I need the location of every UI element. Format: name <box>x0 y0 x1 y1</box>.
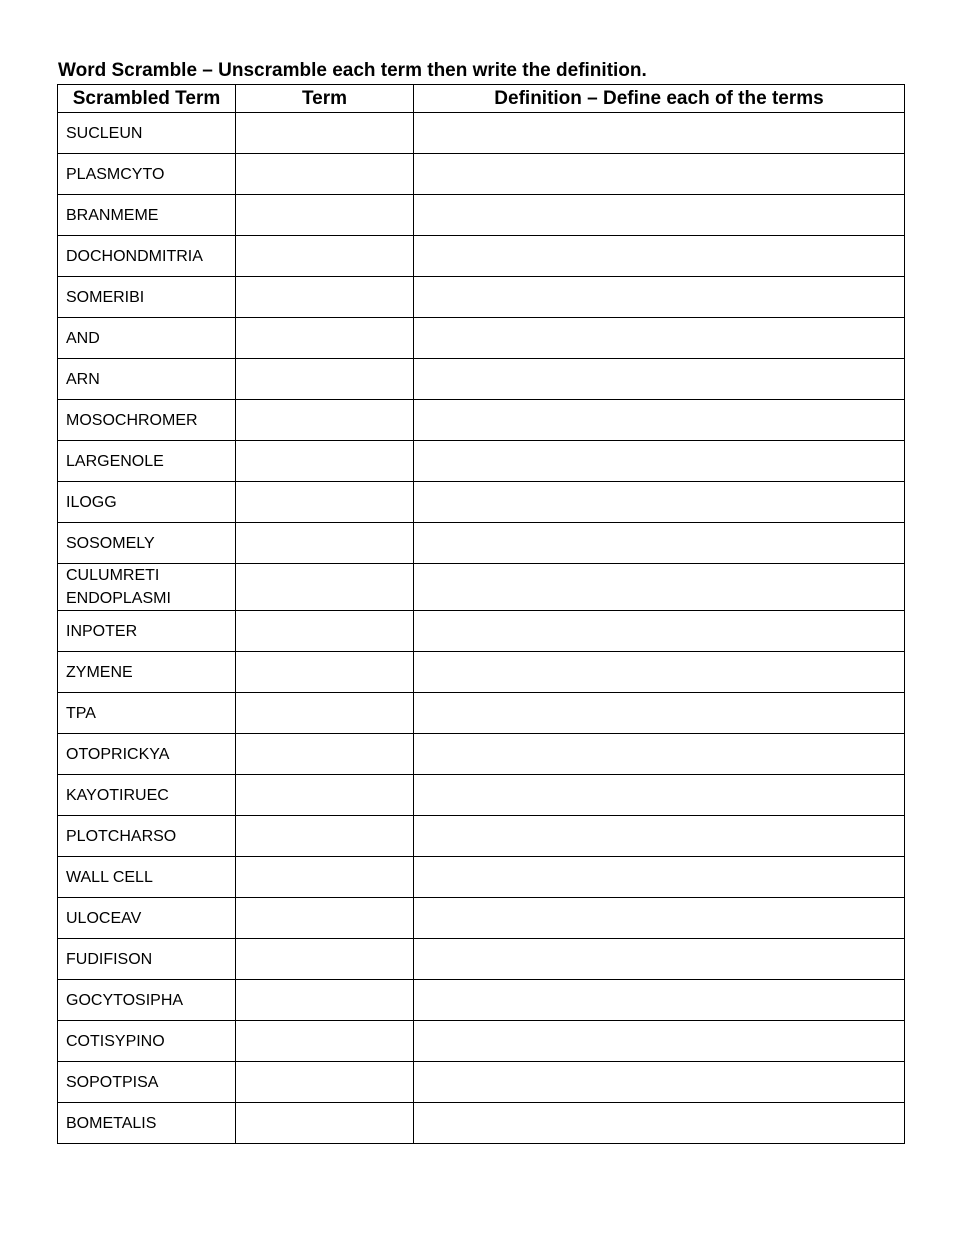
table-row <box>58 693 905 734</box>
definition-cell[interactable] <box>414 816 905 857</box>
table-row <box>58 980 905 1021</box>
definition-cell[interactable] <box>414 564 905 611</box>
term-cell[interactable] <box>236 277 414 318</box>
definition-cell[interactable] <box>414 154 905 195</box>
table-row <box>58 195 905 236</box>
definition-cell[interactable] <box>414 359 905 400</box>
definition-cell[interactable] <box>414 734 905 775</box>
table-row <box>58 113 905 154</box>
table-row <box>58 734 905 775</box>
table-row <box>58 318 905 359</box>
term-cell[interactable] <box>236 1103 414 1144</box>
scrambled-term-cell: TPA <box>58 693 236 734</box>
definition-cell[interactable] <box>414 482 905 523</box>
table-row <box>58 775 905 816</box>
definition-cell[interactable] <box>414 693 905 734</box>
definition-cell[interactable] <box>414 857 905 898</box>
scrambled-term-cell: SOMERIBI <box>58 277 236 318</box>
definition-cell[interactable] <box>414 611 905 652</box>
scrambled-term-cell: FUDIFISON <box>58 939 236 980</box>
table-row <box>58 564 905 611</box>
term-cell[interactable] <box>236 1062 414 1103</box>
term-cell[interactable] <box>236 195 414 236</box>
term-cell[interactable] <box>236 611 414 652</box>
scrambled-term-cell: ULOCEAV <box>58 898 236 939</box>
header-row <box>58 85 905 113</box>
header-term: Term <box>236 85 414 113</box>
table-row <box>58 1021 905 1062</box>
table-row <box>58 441 905 482</box>
term-cell[interactable] <box>236 816 414 857</box>
table-row <box>58 277 905 318</box>
definition-cell[interactable] <box>414 523 905 564</box>
term-cell[interactable] <box>236 154 414 195</box>
scrambled-term-cell: OTOPRICKYA <box>58 734 236 775</box>
scrambled-term-cell: ZYMENE <box>58 652 236 693</box>
term-cell[interactable] <box>236 980 414 1021</box>
definition-cell[interactable] <box>414 652 905 693</box>
definition-cell[interactable] <box>414 195 905 236</box>
definition-cell[interactable] <box>414 1103 905 1144</box>
table-row <box>58 939 905 980</box>
scrambled-term-cell: MOSOCHROMER <box>58 400 236 441</box>
scrambled-term-cell: GOCYTOSIPHA <box>58 980 236 1021</box>
table-row <box>58 359 905 400</box>
scrambled-term-cell: PLOTCHARSO <box>58 816 236 857</box>
word-scramble-table <box>57 84 905 1144</box>
term-cell[interactable] <box>236 775 414 816</box>
term-cell[interactable] <box>236 939 414 980</box>
scrambled-term-cell: BOMETALIS <box>58 1103 236 1144</box>
definition-cell[interactable] <box>414 113 905 154</box>
table-row <box>58 400 905 441</box>
definition-cell[interactable] <box>414 898 905 939</box>
scrambled-term-cell: BRANMEME <box>58 195 236 236</box>
scrambled-term-cell: ARN <box>58 359 236 400</box>
term-cell[interactable] <box>236 564 414 611</box>
table-row <box>58 857 905 898</box>
definition-cell[interactable] <box>414 318 905 359</box>
term-cell[interactable] <box>236 482 414 523</box>
definition-cell[interactable] <box>414 775 905 816</box>
table-row <box>58 611 905 652</box>
term-cell[interactable] <box>236 652 414 693</box>
table-row <box>58 652 905 693</box>
scrambled-term-cell: AND <box>58 318 236 359</box>
scrambled-term-cell: DOCHONDMITRIA <box>58 236 236 277</box>
table-row <box>58 236 905 277</box>
table-row <box>58 154 905 195</box>
term-cell[interactable] <box>236 441 414 482</box>
term-cell[interactable] <box>236 359 414 400</box>
scrambled-term-cell: WALL CELL <box>58 857 236 898</box>
term-cell[interactable] <box>236 734 414 775</box>
table-row <box>58 482 905 523</box>
term-cell[interactable] <box>236 857 414 898</box>
scrambled-term-cell: COTISYPINO <box>58 1021 236 1062</box>
scrambled-term-cell: SUCLEUN <box>58 113 236 154</box>
scrambled-term-cell: KAYOTIRUEC <box>58 775 236 816</box>
definition-cell[interactable] <box>414 441 905 482</box>
definition-cell[interactable] <box>414 236 905 277</box>
scrambled-term-cell: SOPOTPISA <box>58 1062 236 1103</box>
table-row <box>58 1062 905 1103</box>
scrambled-term-cell: SOSOMELY <box>58 523 236 564</box>
term-cell[interactable] <box>236 1021 414 1062</box>
definition-cell[interactable] <box>414 400 905 441</box>
table-row <box>58 898 905 939</box>
scrambled-term-cell: CULUMRETI ENDOPLASMI <box>58 564 236 611</box>
scrambled-term-cell: INPOTER <box>58 611 236 652</box>
table-row <box>58 816 905 857</box>
definition-cell[interactable] <box>414 1062 905 1103</box>
header-definition: Definition – Define each of the terms <box>414 85 905 113</box>
header-scrambled-term: Scrambled Term <box>58 85 236 113</box>
definition-cell[interactable] <box>414 980 905 1021</box>
term-cell[interactable] <box>236 693 414 734</box>
term-cell[interactable] <box>236 318 414 359</box>
scrambled-term-cell: ILOGG <box>58 482 236 523</box>
definition-cell[interactable] <box>414 1021 905 1062</box>
table-row <box>58 523 905 564</box>
term-cell[interactable] <box>236 113 414 154</box>
table-row <box>58 1103 905 1144</box>
scrambled-term-cell: PLASMCYTO <box>58 154 236 195</box>
definition-cell[interactable] <box>414 277 905 318</box>
term-cell[interactable] <box>236 236 414 277</box>
term-cell[interactable] <box>236 898 414 939</box>
page-title: Word Scramble – Unscramble each term then write the definition. <box>58 60 647 81</box>
definition-cell[interactable] <box>414 939 905 980</box>
term-cell[interactable] <box>236 523 414 564</box>
scrambled-term-cell: LARGENOLE <box>58 441 236 482</box>
term-cell[interactable] <box>236 400 414 441</box>
